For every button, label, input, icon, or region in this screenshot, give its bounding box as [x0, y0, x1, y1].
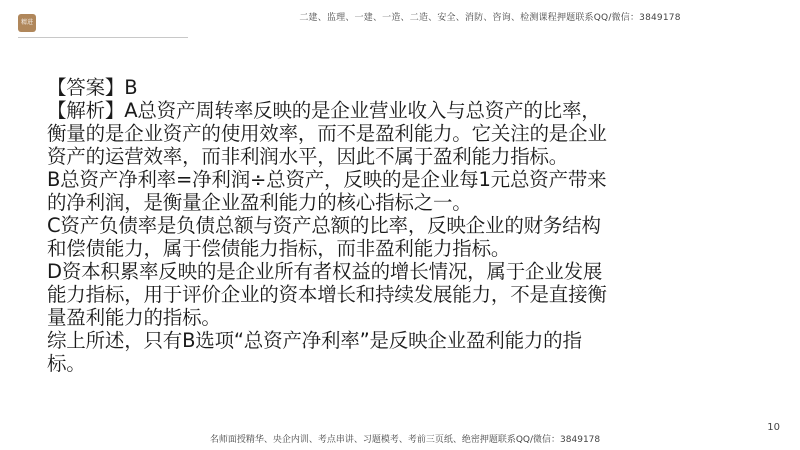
conclusion: 综上所述，只有B选项“总资产净利率”是反映企业盈利能力的指标。: [47, 329, 582, 375]
analysis-option-d: D资本积累率反映的是企业所有者权益的增长情况，属于企业发展能力指标，用于评价企业的资本增长和持续发展能力，不是直接衡量盈利能力的指标。: [47, 260, 607, 329]
analysis-option-a: 【解析】A总资产周转率反映的是企业营业收入与总资产的比率，衡量的是企业资产的使用效率，而不是盈利能力。它关注的是企业资产的运营效率，而非利润水平，因此不属于盈利能力指标。: [47, 99, 607, 168]
analysis-option-b: B总资产净利率=净利润÷总资产，反映的是企业每1元总资产带来的净利润，是衡量企业盈利能力的核心指标之一。: [47, 168, 607, 214]
page-number: 10: [767, 422, 780, 433]
top-contact-banner: 二建、监理、一建、一造、二造、安全、消防、咨询、检测课程押题联系QQ/微信：3849178: [299, 13, 681, 23]
analysis-option-c: C资产负债率是负债总额与资产总额的比率，反映企业的财务结构和偿债能力，属于偿债能力指标，而非盈利能力指标。: [47, 214, 601, 260]
brand-logo: 精进: [18, 14, 36, 32]
answer-line: 【答案】B: [47, 76, 138, 99]
bottom-contact-banner: 名师面授精华、央企内训、考点串讲、习题模考、考前三页纸、绝密押题联系QQ/微信：3849178: [209, 435, 601, 445]
answer-explanation: [47, 76, 607, 375]
header-divider: [18, 37, 188, 38]
